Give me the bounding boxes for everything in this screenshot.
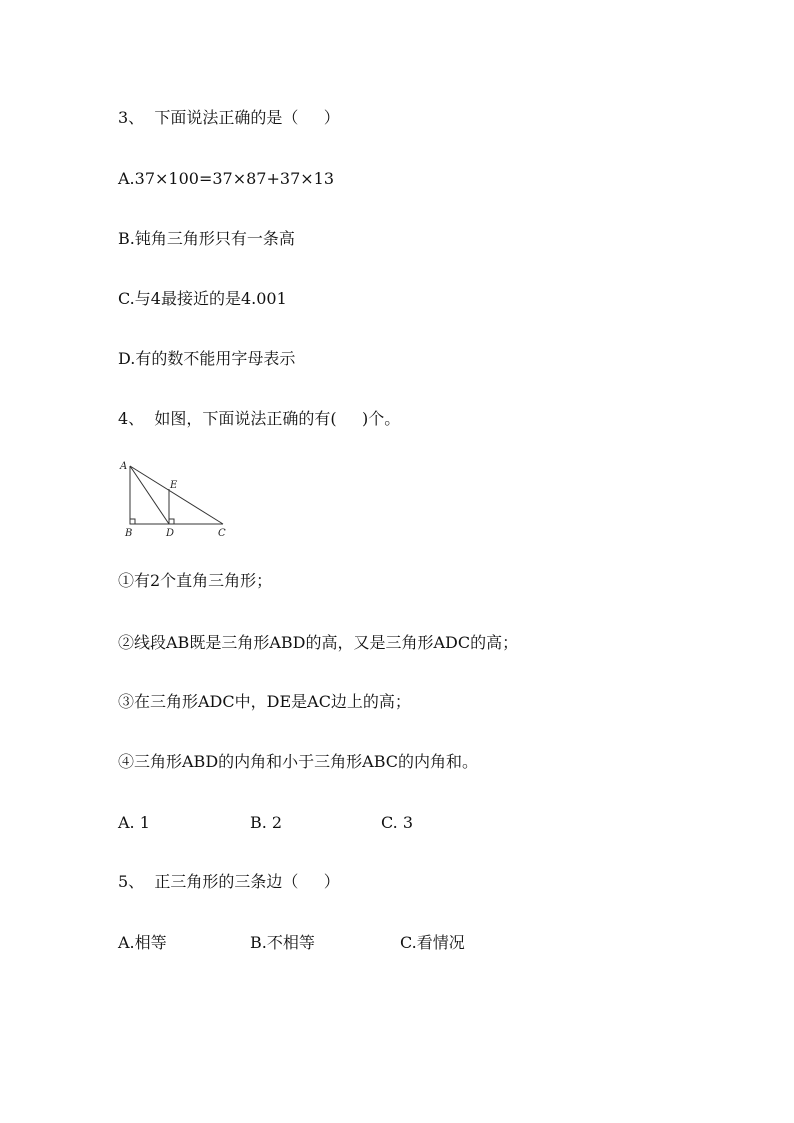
question-4-stem: 4、 如图，下面说法正确的有( )个。: [118, 409, 401, 428]
question-3-stem: 3、 下面说法正确的是（ ）: [118, 108, 340, 127]
question-3-option-d: D.有的数不能用字母表示: [118, 349, 296, 368]
question-4-option-b: B. 2: [250, 813, 283, 832]
question-3-option-b: B.钝角三角形只有一条高: [118, 229, 295, 248]
label-b: B: [125, 528, 133, 539]
question-4-option-a: A. 1: [118, 813, 150, 832]
label-c: C: [218, 528, 226, 539]
question-3-option-c: C.与4最接近的是4.001: [118, 289, 287, 308]
question-4-option-c: C. 3: [381, 813, 414, 832]
question-5-option-b: B.不相等: [250, 933, 315, 952]
label-e: E: [170, 480, 178, 491]
question-4-statement-4: ④三角形ABD的内角和小于三角形ABC的内角和。: [118, 752, 478, 771]
label-d: D: [166, 528, 175, 539]
question-5-stem: 5、 正三角形的三条边（ ）: [118, 872, 340, 891]
question-4-statement-2: ②线段AB既是三角形ABD的高，又是三角形ADC的高；: [118, 633, 519, 652]
question-4-statement-3: ③在三角形ADC中，DE是AC边上的高；: [118, 692, 411, 711]
question-4-statement-1: ①有2个直角三角形；: [118, 571, 273, 590]
question-3-option-a: A.37×100=37×87+37×13: [118, 169, 335, 188]
triangle-figure: [118, 458, 230, 542]
question-5-option-c: C.看情况: [400, 933, 465, 952]
question-5-option-a: A.相等: [118, 933, 167, 952]
label-a: A: [120, 461, 128, 472]
